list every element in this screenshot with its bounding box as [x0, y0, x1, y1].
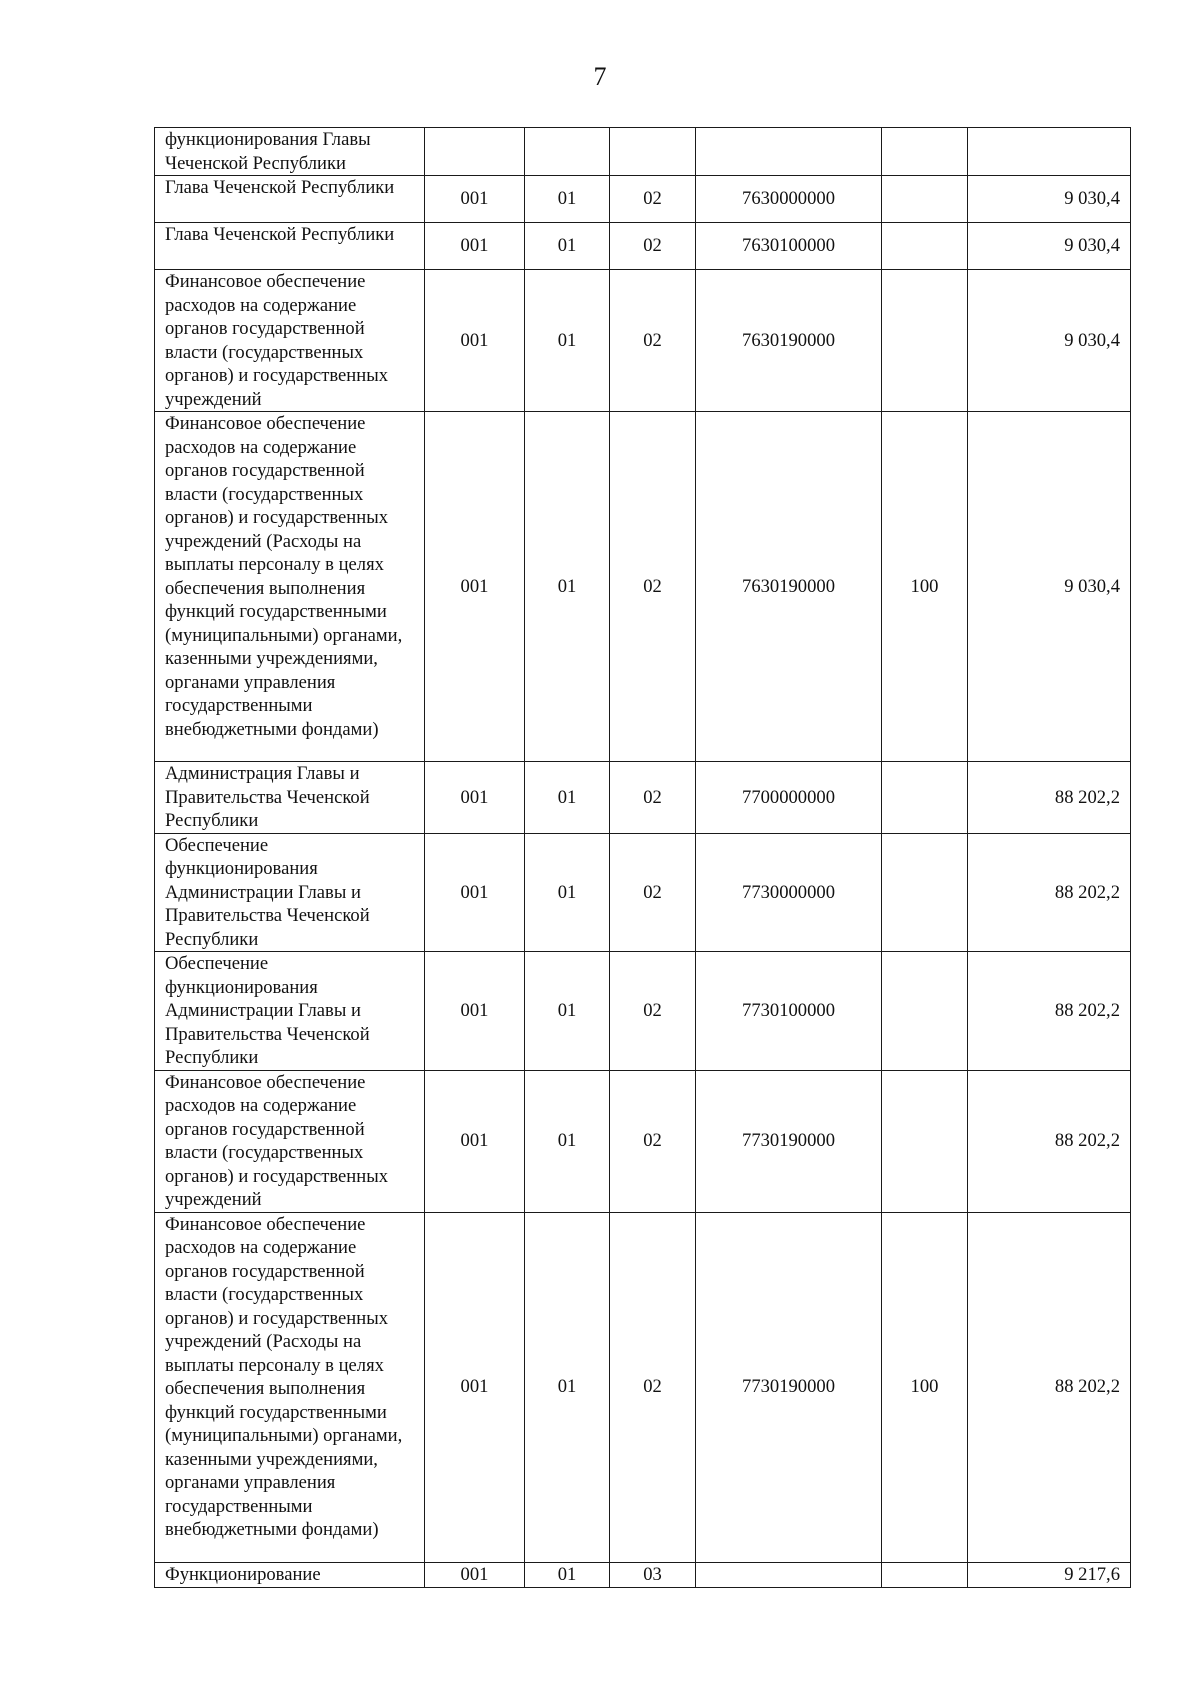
page-number: 7 [593, 62, 607, 91]
row-sum-cell: 88 202,2 [968, 952, 1131, 1071]
row-target-article-cell: 7730190000 [696, 1212, 882, 1562]
row-expense-type-cell [882, 176, 968, 223]
row-subsection-cell: 02 [610, 762, 696, 834]
table-row [155, 270, 1131, 412]
row-expense-type-cell [882, 833, 968, 952]
row-subsection-cell: 02 [610, 1212, 696, 1562]
row-grbs-cell: 001 [425, 412, 525, 762]
row-expense-type-cell [882, 128, 968, 176]
row-section-cell: 01 [525, 176, 610, 223]
row-name-cell: Глава Чеченской Республики [155, 176, 425, 223]
row-name-cell: Финансовое обеспечение расходов на содержание органов государственной власти (государственных органов) и государственных учреждений [155, 1070, 425, 1212]
row-subsection-cell: 02 [610, 412, 696, 762]
row-subsection-cell: 02 [610, 833, 696, 952]
row-sum-cell: 88 202,2 [968, 762, 1131, 834]
row-subsection-cell: 03 [610, 1562, 696, 1587]
row-expense-type-cell [882, 223, 968, 270]
row-grbs-cell: 001 [425, 223, 525, 270]
row-subsection-cell: 02 [610, 1070, 696, 1212]
row-grbs-cell: 001 [425, 270, 525, 412]
row-section-cell: 01 [525, 270, 610, 412]
row-section-cell: 01 [525, 1070, 610, 1212]
row-section-cell: 01 [525, 1212, 610, 1562]
row-sum-cell [968, 128, 1131, 176]
row-expense-type-cell [882, 1070, 968, 1212]
row-sum-cell: 9 217,6 [968, 1562, 1131, 1587]
row-name-cell: Глава Чеченской Республики [155, 223, 425, 270]
row-section-cell: 01 [525, 762, 610, 834]
row-name-cell: Функционирование [155, 1562, 425, 1587]
row-sum-cell: 9 030,4 [968, 223, 1131, 270]
row-sum-cell: 9 030,4 [968, 412, 1131, 762]
row-expense-type-cell: 100 [882, 412, 968, 762]
row-subsection-cell: 02 [610, 270, 696, 412]
row-grbs-cell: 001 [425, 952, 525, 1071]
row-grbs-cell: 001 [425, 176, 525, 223]
row-expense-type-cell [882, 952, 968, 1071]
row-name-cell: Финансовое обеспечение расходов на содержание органов государственной власти (государственных органов) и государственных учреждений (Расходы на выплаты персоналу в целях обеспечения выполнения функций государственными (муниципальными) органами, казенными учреждениями, органами управления государственными внебюджетными фондами) [155, 412, 425, 762]
row-grbs-cell: 001 [425, 833, 525, 952]
row-subsection-cell: 02 [610, 952, 696, 1071]
row-name-cell: Финансовое обеспечение расходов на содержание органов государственной власти (государственных органов) и государственных учреждений [155, 270, 425, 412]
row-target-article-cell [696, 1562, 882, 1587]
row-target-article-cell: 7730100000 [696, 952, 882, 1071]
table-row [155, 223, 1131, 270]
row-section-cell: 01 [525, 952, 610, 1071]
row-sum-cell: 88 202,2 [968, 1070, 1131, 1212]
row-section-cell: 01 [525, 833, 610, 952]
row-target-article-cell: 7630000000 [696, 176, 882, 223]
row-section-cell: 01 [525, 412, 610, 762]
row-section-cell: 01 [525, 223, 610, 270]
row-grbs-cell: 001 [425, 1562, 525, 1587]
row-target-article-cell: 7630100000 [696, 223, 882, 270]
row-target-article-cell: 7630190000 [696, 270, 882, 412]
row-expense-type-cell [882, 762, 968, 834]
row-sum-cell: 88 202,2 [968, 833, 1131, 952]
table-row [155, 1070, 1131, 1212]
row-subsection-cell: 02 [610, 176, 696, 223]
row-target-article-cell: 7730000000 [696, 833, 882, 952]
table-row [155, 762, 1131, 834]
table-row [155, 1562, 1131, 1587]
row-name-cell: Обеспечение функционирования Администрации Главы и Правительства Чеченской Республики [155, 952, 425, 1071]
budget-table [154, 127, 1131, 1588]
row-name-cell: Администрация Главы и Правительства Чеченской Республики [155, 762, 425, 834]
row-name-cell: Финансовое обеспечение расходов на содержание органов государственной власти (государственных органов) и государственных учреждений (Расходы на выплаты персоналу в целях обеспечения выполнения функций государственными (муниципальными) органами, казенными учреждениями, органами управления государственными внебюджетными фондами) [155, 1212, 425, 1562]
row-grbs-cell: 001 [425, 1070, 525, 1212]
row-expense-type-cell [882, 270, 968, 412]
table-row [155, 952, 1131, 1071]
table-row [155, 128, 1131, 176]
row-sum-cell: 88 202,2 [968, 1212, 1131, 1562]
row-name-cell: функционирования Главы Чеченской Республики [155, 128, 425, 176]
table-row [155, 1212, 1131, 1562]
table-row [155, 176, 1131, 223]
row-section-cell: 01 [525, 1562, 610, 1587]
row-subsection-cell [610, 128, 696, 176]
row-target-article-cell: 7700000000 [696, 762, 882, 834]
row-sum-cell: 9 030,4 [968, 270, 1131, 412]
row-target-article-cell [696, 128, 882, 176]
row-grbs-cell: 001 [425, 1212, 525, 1562]
table-row [155, 412, 1131, 762]
row-grbs-cell [425, 128, 525, 176]
row-expense-type-cell [882, 1562, 968, 1587]
row-target-article-cell: 7630190000 [696, 412, 882, 762]
row-name-cell: Обеспечение функционирования Администрации Главы и Правительства Чеченской Республики [155, 833, 425, 952]
row-expense-type-cell: 100 [882, 1212, 968, 1562]
row-grbs-cell: 001 [425, 762, 525, 834]
row-target-article-cell: 7730190000 [696, 1070, 882, 1212]
row-section-cell [525, 128, 610, 176]
table-body [155, 128, 1131, 1588]
row-sum-cell: 9 030,4 [968, 176, 1131, 223]
table-row [155, 833, 1131, 952]
row-subsection-cell: 02 [610, 223, 696, 270]
